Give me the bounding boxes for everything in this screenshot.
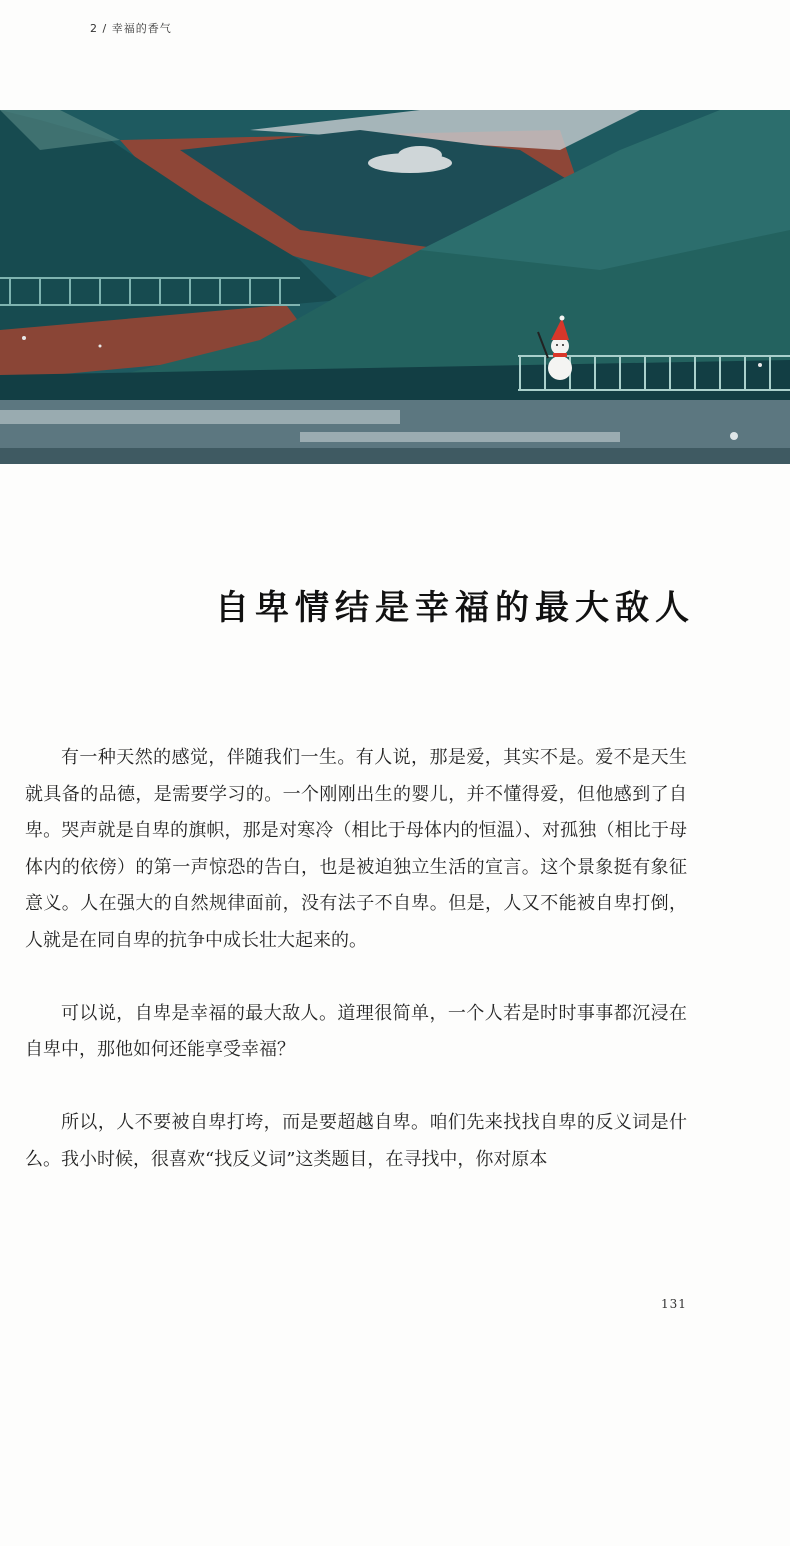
article-title: 自卑情结是幸福的最大敌人 (215, 588, 695, 628)
paragraph: 所以，人不要被自卑打垮，而是要超越自卑。咱们先来找找自卑的反义词是什么。我小时候，很喜欢“找反义词”这类题目，在寻找中，你对原本 (25, 1112, 687, 1170)
page-number: 131 (661, 1297, 687, 1311)
article-body (25, 740, 687, 1215)
paragraph: 可以说，自卑是幸福的最大敌人。道理很简单，一个人若是时时事事都沉浸在自卑中，那他如何还能享受幸福？ (25, 1002, 687, 1060)
landscape-illustration (0, 110, 790, 464)
running-head: 2 / 幸福的香气 (90, 22, 172, 35)
paragraph: 有一种天然的感觉，伴随我们一生。有人说，那是爱，其实不是。爱不是天生就具备的品德，是需要学习的。一个刚刚出生的婴儿，并不懂得爱，但他感到了自卑。哭声就是自卑的旗帜，那是对寒冷（相比于母体内的恒温）、对孤独（相比于母体内的依傍）的第一声惊恐的告白，也是被迫独立生活的宣言。这个景象挺有象征意义。人在强大的自然规律面前，没有法子不自卑。但是，人又不能被自卑打倒，人就是在同自卑的抗争中成长壮大起来的。 (25, 747, 687, 951)
